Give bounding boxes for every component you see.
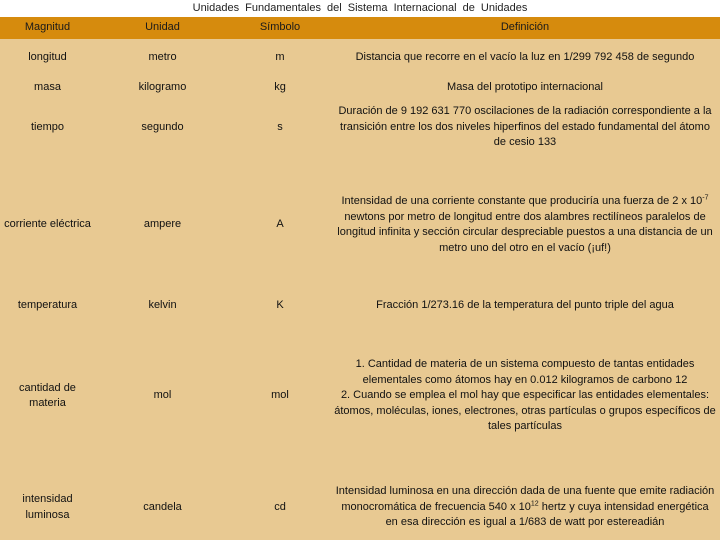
page-title: Unidades Fundamentales del Sistema Internacional de Unidades	[192, 2, 528, 14]
definicion-text-pre: Intensidad luminosa en una dirección dada de una fuente que emite radiación monocromática de frecuencia 540 x 10	[335, 485, 715, 513]
cell-definicion: Masa del prototipo internacional	[447, 81, 603, 94]
cell-magnitud: corriente eléctrica	[4, 218, 91, 231]
header-simbolo: Símbolo	[259, 21, 301, 34]
cell-definicion	[330, 317, 720, 475]
definicion-text-pre: Intensidad de una corriente constante que produciría una fuerza de 2 x 10	[341, 195, 703, 207]
definicion-item-1: 1. Cantidad de materia de un sistema compuesto de tantas entidades elementales como átomos hay en 0.012 kilogramos de carbono 12	[355, 358, 695, 386]
cell-unidad: candela	[143, 500, 182, 513]
definicion-exponent: -7	[702, 194, 709, 202]
header-unidad: Unidad	[145, 21, 180, 34]
cell-definicion: Distancia que recorre en el vacío la luz en 1/299 792 458 de segundo	[355, 50, 695, 63]
cell-definicion: Fracción 1/273.16 de la temperatura del punto triple del agua	[376, 299, 674, 312]
definicion-item-2: 2. Cuando se emplea el mol hay que especificar las entidades elementales: átomos, moléculas, iones, electrones, otras partículas o grupos específicos de tales partículas	[334, 389, 716, 433]
definicion-text-post: hertz y cuya intensidad energética en esa dirección es igual a 1/683 de watt por estereadián	[385, 500, 709, 529]
table-header-row	[0, 17, 720, 39]
cell-unidad: ampere	[143, 218, 182, 231]
cell-unidad: metro	[148, 50, 177, 63]
cell-magnitud: cantidad de materia	[19, 381, 76, 409]
cell-magnitud: masa	[34, 81, 61, 94]
table-row	[0, 76, 720, 100]
cell-simbolo: cd	[274, 500, 286, 513]
cell-definicion	[330, 155, 720, 295]
table-row	[0, 475, 720, 540]
definicion-exponent: 12	[530, 500, 539, 508]
header-definicion: Definición	[500, 21, 550, 34]
cell-magnitud: intensidad luminosa	[22, 493, 73, 521]
definicion-text-post: newtons por metro de longitud entre dos alambres rectilíneos paralelos de longitud infinita y sección circular despreciable puestos a una distancia de un metro uno del otro en el vacío (¡uf!)	[337, 210, 713, 254]
cell-simbolo: s	[277, 120, 283, 133]
table-row	[0, 317, 720, 475]
cell-magnitud: tiempo	[30, 120, 65, 133]
cell-simbolo: kg	[274, 81, 286, 94]
table-row	[0, 39, 720, 76]
cell-magnitud: longitud	[28, 50, 67, 63]
cell-simbolo: A	[276, 218, 284, 231]
cell-magnitud: temperatura	[17, 299, 78, 312]
cell-definicion: Duración de 9 192 631 770 oscilaciones de la radiación correspondiente a la transición entre los dos niveles hiperfinos del estado fundamental del átomo de cesio 133	[338, 105, 712, 149]
cell-simbolo: K	[276, 299, 284, 312]
table-row	[0, 155, 720, 295]
cell-unidad: kilogramo	[138, 81, 187, 94]
table-row	[0, 100, 720, 155]
cell-unidad: kelvin	[148, 299, 177, 312]
cell-simbolo: m	[275, 50, 285, 63]
si-units-table	[0, 17, 720, 540]
cell-simbolo: mol	[271, 389, 289, 402]
cell-unidad: mol	[153, 389, 172, 402]
cell-unidad: segundo	[141, 120, 184, 133]
table-row	[0, 295, 720, 317]
cell-definicion	[330, 475, 720, 540]
header-magnitud: Magnitud	[24, 21, 71, 34]
